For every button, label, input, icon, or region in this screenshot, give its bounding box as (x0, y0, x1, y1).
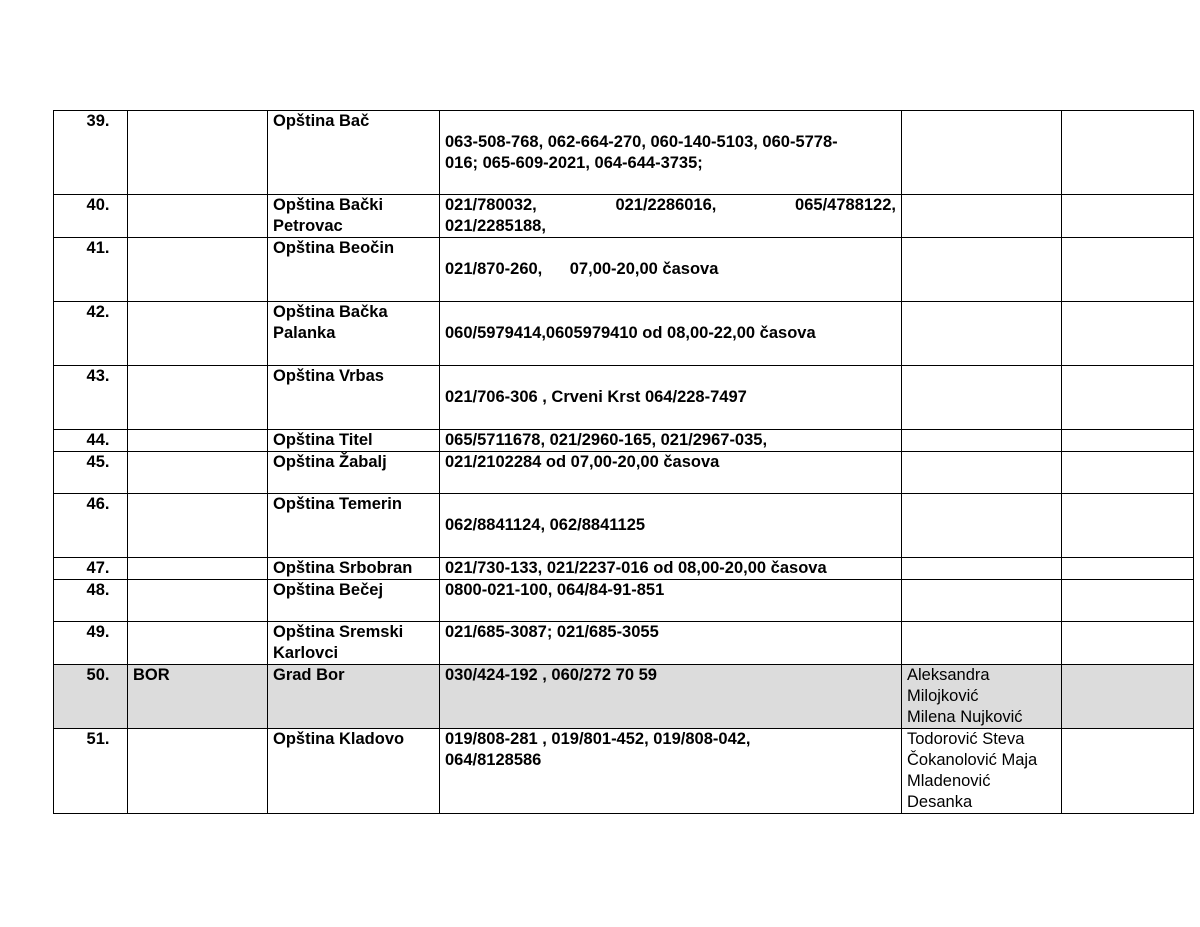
contact-cell (902, 729, 1062, 814)
contact-cell (902, 580, 1062, 622)
municipality-cell: Opština Beočin (268, 238, 440, 302)
extra-cell (1062, 302, 1194, 366)
row-number: 44. (54, 430, 128, 452)
phones-cell: 021/685-3087; 021/685-3055 (440, 622, 902, 665)
phones-cell: 030/424-192 , 060/272 70 59 (440, 665, 902, 729)
municipality-line: Opština Bačka (273, 303, 388, 321)
district-cell (128, 452, 268, 494)
municipality-cell: Opština Temerin (268, 494, 440, 558)
phones-cell (440, 494, 902, 558)
extra-cell (1062, 665, 1194, 729)
municipality-contacts-table (53, 110, 1194, 814)
phones-cell: 021/2102284 od 07,00-20,00 časova (440, 452, 902, 494)
municipality-cell: Opština Bečej (268, 580, 440, 622)
contact-cell (902, 111, 1062, 195)
municipality-cell: Opština Srbobran (268, 558, 440, 580)
municipality-cell: Opština Kladovo (268, 729, 440, 814)
contact-cell (902, 430, 1062, 452)
district-cell (128, 366, 268, 430)
extra-cell (1062, 238, 1194, 302)
extra-cell (1062, 729, 1194, 814)
municipality-cell: Opština Titel (268, 430, 440, 452)
phones-line: 019/808-281 , 019/801-452, 019/808-042, (445, 730, 751, 748)
district-cell (128, 195, 268, 238)
table-row (54, 195, 1194, 238)
phones-cell (440, 302, 902, 366)
district-cell (128, 558, 268, 580)
phones-line: 021/870-260, 07,00-20,00 časova (445, 260, 719, 278)
contact-line: Milojković (907, 687, 979, 705)
table-row (54, 494, 1194, 558)
row-number: 47. (54, 558, 128, 580)
municipality-cell: Opština Žabalj (268, 452, 440, 494)
municipality-cell (268, 622, 440, 665)
phones-cell (440, 195, 902, 238)
district-cell (128, 238, 268, 302)
district-cell (128, 430, 268, 452)
row-number: 48. (54, 580, 128, 622)
row-number: 49. (54, 622, 128, 665)
row-number: 41. (54, 238, 128, 302)
district-cell (128, 302, 268, 366)
table-row (54, 238, 1194, 302)
municipality-cell (268, 195, 440, 238)
contact-line: Čokanolović Maja (907, 751, 1038, 769)
municipality-line: Opština Bački (273, 196, 384, 214)
extra-cell (1062, 111, 1194, 195)
row-number: 42. (54, 302, 128, 366)
row-number: 45. (54, 452, 128, 494)
phones-line: 062/8841124, 062/8841125 (445, 516, 646, 534)
contact-cell (902, 622, 1062, 665)
table-row (54, 558, 1194, 580)
row-number: 51. (54, 729, 128, 814)
row-number: 40. (54, 195, 128, 238)
phones-cell (440, 238, 902, 302)
contact-line: Aleksandra (907, 666, 990, 684)
district-cell (128, 622, 268, 665)
phones-cell (440, 111, 902, 195)
contact-cell (902, 558, 1062, 580)
district-cell (128, 729, 268, 814)
table-row (54, 729, 1194, 814)
row-number: 39. (54, 111, 128, 195)
municipality-cell: Opština Bač (268, 111, 440, 195)
contact-line: Milena Nujković (907, 708, 1023, 726)
table-row (54, 622, 1194, 665)
extra-cell (1062, 366, 1194, 430)
phones-line: 060/5979414,0605979410 od 08,00-22,00 časova (445, 324, 816, 342)
extra-cell (1062, 195, 1194, 238)
district-cell (128, 111, 268, 195)
contact-cell (902, 302, 1062, 366)
district-cell: BOR (128, 665, 268, 729)
contact-cell (902, 665, 1062, 729)
phones-cell: 065/5711678, 021/2960-165, 021/2967-035, (440, 430, 902, 452)
phones-cell (440, 366, 902, 430)
contact-line: Mladenović (907, 772, 991, 790)
extra-cell (1062, 580, 1194, 622)
table-row (54, 366, 1194, 430)
row-number: 46. (54, 494, 128, 558)
table-row (54, 580, 1194, 622)
phones-cell (440, 729, 902, 814)
row-number: 43. (54, 366, 128, 430)
municipality-cell: Grad Bor (268, 665, 440, 729)
contact-line: Desanka (907, 793, 973, 811)
municipality-line: Opština Sremski (273, 623, 404, 641)
contact-cell (902, 238, 1062, 302)
phones-line (445, 195, 896, 216)
phone-number: 021/2286016, (615, 196, 717, 214)
extra-cell (1062, 558, 1194, 580)
municipality-line: Karlovci (273, 644, 339, 662)
table-row (54, 452, 1194, 494)
municipality-line: Palanka (273, 324, 336, 342)
contact-cell (902, 452, 1062, 494)
contact-cell (902, 366, 1062, 430)
table-row (54, 430, 1194, 452)
phones-line: 016; 065-609-2021, 064-644-3735; (445, 154, 703, 172)
district-cell (128, 580, 268, 622)
table-row (54, 111, 1194, 195)
table-row (54, 665, 1194, 729)
district-cell (128, 494, 268, 558)
municipality-line: Petrovac (273, 217, 343, 235)
phones-cell: 021/730-133, 021/2237-016 od 08,00-20,00 časova (440, 558, 902, 580)
table-row (54, 302, 1194, 366)
phone-number: 021/780032, (445, 196, 537, 214)
extra-cell (1062, 622, 1194, 665)
extra-cell (1062, 494, 1194, 558)
phone-number: 021/2285188, (445, 217, 546, 235)
phones-line: 063-508-768, 062-664-270, 060-140-5103, 060-5778- (445, 133, 838, 151)
extra-cell (1062, 452, 1194, 494)
row-number: 50. (54, 665, 128, 729)
contact-cell (902, 494, 1062, 558)
phones-line: 064/8128586 (445, 751, 542, 769)
municipality-cell (268, 302, 440, 366)
contact-line: Todorović Steva (907, 730, 1025, 748)
contact-cell (902, 195, 1062, 238)
phones-line: 021/706-306 , Crveni Krst 064/228-7497 (445, 388, 747, 406)
phones-cell: 0800-021-100, 064/84-91-851 (440, 580, 902, 622)
municipality-cell: Opština Vrbas (268, 366, 440, 430)
extra-cell (1062, 430, 1194, 452)
phone-number: 065/4788122, (795, 196, 896, 214)
